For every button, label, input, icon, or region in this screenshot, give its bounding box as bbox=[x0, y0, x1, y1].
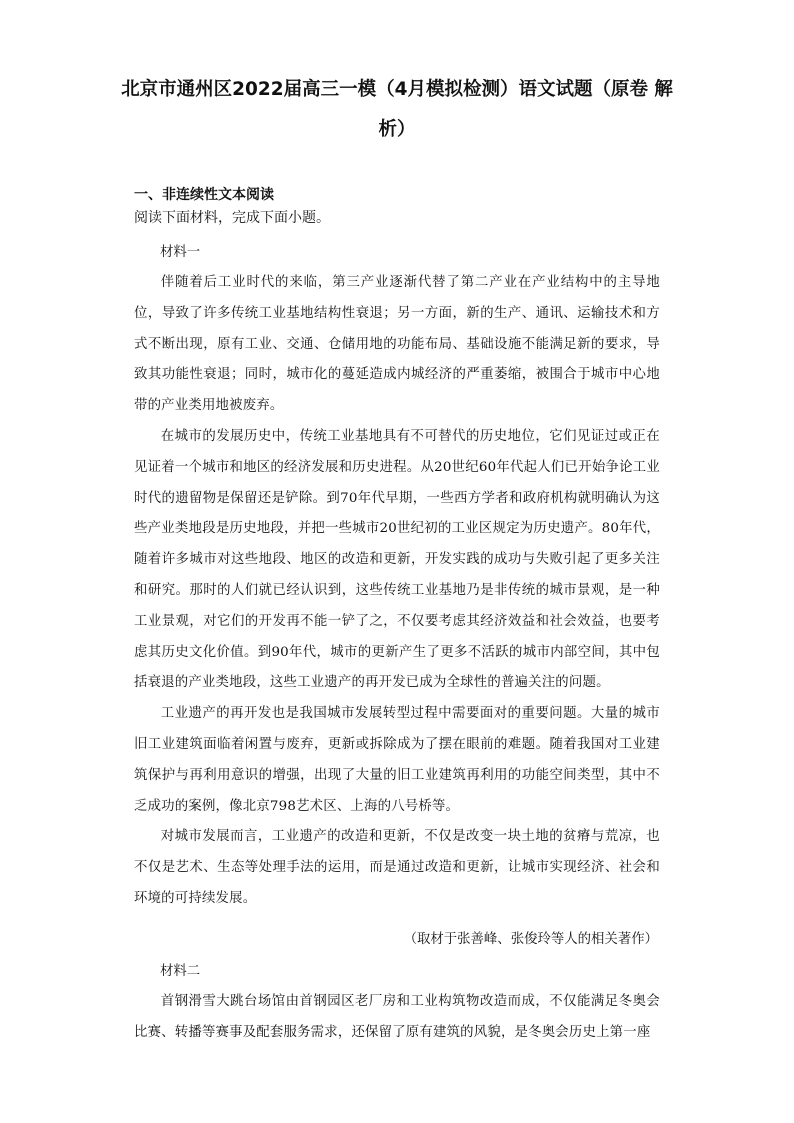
section-heading: 一、非连续性文本阅读 bbox=[134, 187, 274, 203]
material1-paragraph: 伴随着后工业时代的来临，第三产业逐渐代替了第二产业在产业结构中的主导地位，导致了许多传统工业基地结构性衰退；另一方面，新的生产、通讯、运输技术和方式不断出现，原有工业、交通、仓储用地的功能布局、基础设施不能满足新的要求，导致其功能性衰退；同时，城市化的蔓延造成内城经济的严重萎缩，被围合于城市中心地带的产业类用地被废弃。 bbox=[134, 275, 660, 414]
material1-paragraph: 对城市发展而言，工业遗产的改造和更新，不仅是改变一块土地的贫瘠与荒凉，也不仅是艺术、生态等处理手法的运用，而是通过改造和更新，让城市实现经济、社会和环境的可持续发展。 bbox=[134, 829, 660, 906]
document-title: 北京市通州区2022届高三一模（4月模拟检测）语文试题（原卷 解析） bbox=[121, 79, 673, 140]
material1-paragraph: 在城市的发展历史中，传统工业基地具有不可替代的历史地位，它们见证过或正在见证着一个城市和地区的经济发展和历史进程。从20世纪60年代起人们已开始争论工业时代的遗留物是保留还是铲除。到70年代早期，一些西方学者和政府机构就明确认为这些产业类地段是历史地段，并把一些城市20世纪初的工业区规定为历史遗产。80年代，随着许多城市对这些地段、地区的改造和更新，开发实践的成功与失败引起了更多关注和研究。那时的人们就已经认识到，这些传统工业基地乃是非传统的城市景观，是一种工业景观，对它们的开发再不能一铲了之，不仅要考虑其经济效益和社会效益，也要考虑其历史文化价值。到90年代，城市的更新产生了更多不活跃的城市内部空间，其中包括衰退的产业类地段，这些工业遗产的再开发已成为全球性的普遍关注的问题。 bbox=[134, 428, 660, 691]
material2-paragraph: 首钢滑雪大跳台场馆由首钢园区老厂房和工业构筑物改造而成，不仅能满足冬奥会比赛、转播等赛事及配套服务需求，还保留了原有建筑的风貌，是冬奥会历史上第一座 bbox=[134, 994, 660, 1040]
material1-body bbox=[134, 268, 660, 915]
material1-paragraph: 工业遗产的再开发也是我国城市发展转型过程中需要面对的重要问题。大量的城市旧工业建筑面临着闲置与废弃，更新或拆除成为了摆在眼前的难题。随着我国对工业建筑保护与再利用意识的增强，出现了大量的旧工业建筑再利用的功能空间类型，其中不乏成功的案例，像北京798艺术区、上海的八号桥等。 bbox=[134, 706, 660, 814]
material2-body bbox=[134, 987, 660, 1057]
material1-label: 材料一 bbox=[160, 245, 201, 260]
material1-source: （取材于张善峰、张俊玲等人的相关著作） bbox=[403, 932, 658, 947]
instruction-text: 阅读下面材料，完成下面小题。 bbox=[134, 210, 330, 226]
material2-label: 材料二 bbox=[160, 964, 201, 979]
